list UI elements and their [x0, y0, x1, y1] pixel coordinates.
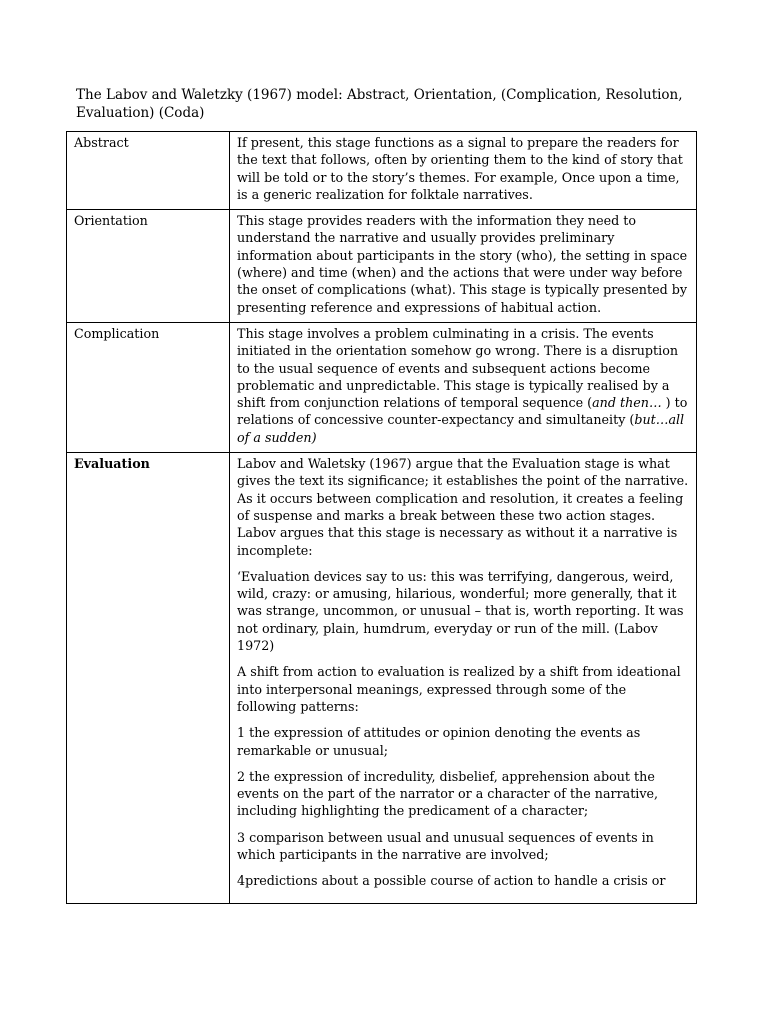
quotation-paragraph: ‘Evaluation devices say to us: this was terrifying, dangerous, weird, wild, crazy: or amusing, hilarious, wonderful; more generally, that it was strange, uncommon, or unusual – that is, worth reporting. It was not ordinary, plain, humdrum, everyday or run of the mill. (Labov 1972) [237, 568, 684, 654]
table-row-complication [67, 322, 697, 452]
description-text: This stage involves a problem culminating in a crisis. The events initiated in the orientation somehow go wrong. There is a disruption to the usual sequence of events and subsequent actions become problematic and unpredictable. This stage is typically realised by a shift from conjunction relations of temporal sequence ( [237, 325, 679, 411]
description-text: ) to relations of concessive counter-expectancy and simultaneity ( [237, 395, 688, 428]
document-heading: The Labov and Waletzky (1967) model: Abstract, Orientation, (Complication, Resolution, Evaluation) (Coda) [76, 87, 683, 121]
pattern-item: 4predictions about a possible course of action to handle a crisis or [237, 873, 666, 889]
evaluation-content [237, 455, 689, 895]
stage-description: If present, this stage functions as a signal to prepare the readers for the text that follows, often by orienting them to the kind of story that will be told or to the story’s themes. For example, Once upon a time, is a generic realization for folktale narratives. [230, 132, 697, 210]
stage-description [230, 453, 697, 904]
table-row-evaluation [67, 453, 697, 904]
table-row-abstract [67, 132, 697, 210]
table-row-orientation [67, 210, 697, 323]
paragraph: Labov and Waletsky (1967) argue that the Evaluation stage is what gives the text its significance; it establishes the point of the narrative. As it occurs between complication and resolution, it creates a feeling of suspense and marks a break between these two action stages. Labov argues that this stage is necessary as without it a narrative is incomplete: [237, 456, 689, 558]
stage-name: Evaluation [67, 453, 230, 904]
stage-name: Orientation [67, 210, 230, 323]
stage-description: This stage provides readers with the information they need to understand the narrative and usually provides preliminary information about participants in the story (who), the setting in space (where) and time (when) and the actions that were under way before the onset of complications (what). This stage is typically presented by presenting reference and expressions of habitual action. [230, 210, 697, 323]
stage-name: Complication [67, 322, 230, 452]
pattern-item: 3 comparison between usual and unusual sequences of events in which participants in the narrative are involved; [237, 829, 654, 862]
pattern-item: 2 the expression of incredulity, disbelief, apprehension about the events on the part of the narrator or a character of the narrative, including highlighting the predicament of a character; [237, 768, 659, 819]
paragraph: A shift from action to evaluation is realized by a shift from ideational into interpersonal meanings, expressed through some of the following patterns: [237, 664, 681, 714]
narrative-stages-table [66, 131, 697, 904]
stage-description [230, 322, 697, 452]
italic-example: and then… [592, 395, 666, 411]
stage-name: Abstract [67, 132, 230, 210]
italic-example: but…all of a sudden) [237, 412, 685, 445]
pattern-item: 1 the expression of attitudes or opinion denoting the events as remarkable or unusual; [237, 725, 641, 758]
